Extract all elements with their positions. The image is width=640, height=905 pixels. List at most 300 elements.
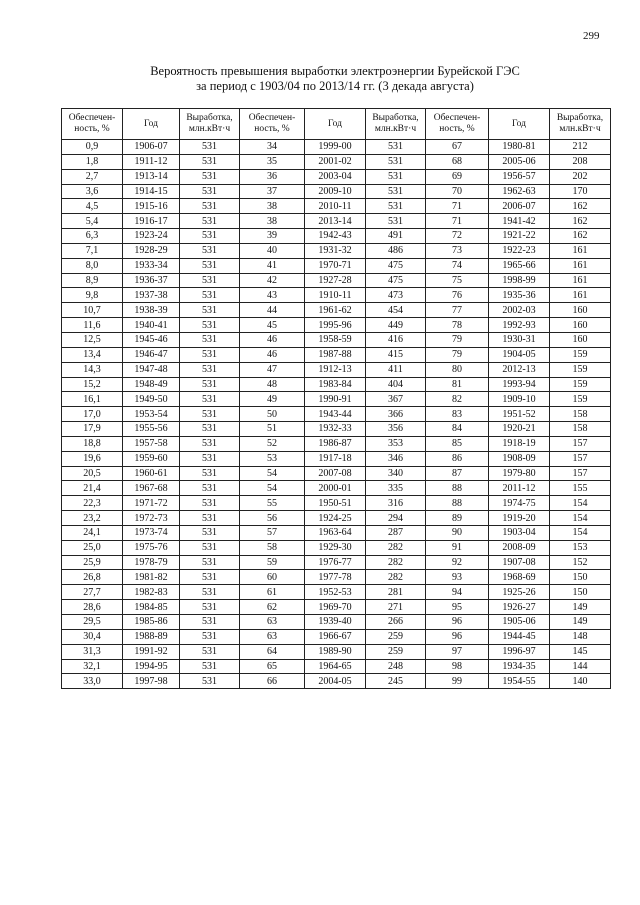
table-cell: 150 [550, 585, 611, 600]
column-header: Выработка, млн.кВт·ч [366, 109, 426, 140]
table-cell: 159 [550, 362, 611, 377]
table-row [62, 392, 611, 407]
table-row [62, 377, 611, 392]
table-cell: 1957-58 [123, 436, 180, 451]
table-cell: 1955-56 [123, 422, 180, 437]
table-cell: 159 [550, 377, 611, 392]
table-row [62, 347, 611, 362]
table-row [62, 644, 611, 659]
table-cell: 1984-85 [123, 600, 180, 615]
table-cell: 531 [180, 258, 240, 273]
table-cell: 531 [180, 436, 240, 451]
table-cell: 1903-04 [489, 525, 550, 540]
table-cell: 202 [550, 169, 611, 184]
table-row [62, 422, 611, 437]
table-cell: 162 [550, 199, 611, 214]
table-cell: 1932-33 [305, 422, 366, 437]
table-cell: 67 [426, 140, 489, 155]
table-cell: 415 [366, 347, 426, 362]
table-cell: 486 [366, 243, 426, 258]
table-cell: 282 [366, 555, 426, 570]
table-cell: 1946-47 [123, 347, 180, 362]
table-cell: 43 [240, 288, 305, 303]
table-row [62, 615, 611, 630]
table-cell: 1926-27 [489, 600, 550, 615]
table-cell: 248 [366, 659, 426, 674]
table-cell: 66 [240, 674, 305, 689]
table-cell: 45 [240, 318, 305, 333]
table-cell: 1990-91 [305, 392, 366, 407]
table-cell: 152 [550, 555, 611, 570]
column-header: Год [305, 109, 366, 140]
table-cell: 1923-24 [123, 229, 180, 244]
table-cell: 1940-41 [123, 318, 180, 333]
table-cell: 531 [180, 407, 240, 422]
table-cell: 1991-92 [123, 644, 180, 659]
table-cell: 148 [550, 629, 611, 644]
table-cell: 2005-06 [489, 154, 550, 169]
table-cell: 1963-64 [305, 525, 366, 540]
table-cell: 271 [366, 600, 426, 615]
table-cell: 1974-75 [489, 496, 550, 511]
table-cell: 54 [240, 466, 305, 481]
title-line-1: Вероятность превышения выработки электроэнергии Бурейской ГЭС [150, 64, 520, 78]
table-cell: 12,5 [62, 332, 123, 347]
table-row [62, 585, 611, 600]
table-cell: 63 [240, 629, 305, 644]
table-row [62, 629, 611, 644]
table-cell: 282 [366, 540, 426, 555]
table-cell: 144 [550, 659, 611, 674]
document-title [60, 64, 610, 94]
table-cell: 79 [426, 332, 489, 347]
table-cell: 27,7 [62, 585, 123, 600]
table-cell: 99 [426, 674, 489, 689]
table-cell: 6,3 [62, 229, 123, 244]
column-header: Обеспечен-ность, % [426, 109, 489, 140]
table-row [62, 525, 611, 540]
table-cell: 1929-30 [305, 540, 366, 555]
table-cell: 1993-94 [489, 377, 550, 392]
table-cell: 21,4 [62, 481, 123, 496]
table-cell: 1971-72 [123, 496, 180, 511]
table-cell: 1951-52 [489, 407, 550, 422]
table-row [62, 511, 611, 526]
table-cell: 1905-06 [489, 615, 550, 630]
table-cell: 531 [180, 184, 240, 199]
table-cell: 1908-09 [489, 451, 550, 466]
table-row [62, 496, 611, 511]
table-cell: 1909-10 [489, 392, 550, 407]
table-cell: 35 [240, 154, 305, 169]
table-cell: 287 [366, 525, 426, 540]
table-cell: 531 [180, 659, 240, 674]
title-line-2: за период с 1903/04 по 2013/14 гг. (3 декада августа) [196, 79, 474, 93]
table-cell: 531 [180, 555, 240, 570]
table-cell: 17,9 [62, 422, 123, 437]
table-cell: 96 [426, 615, 489, 630]
table-cell: 1907-08 [489, 555, 550, 570]
table-cell: 1938-39 [123, 303, 180, 318]
table-cell: 1936-37 [123, 273, 180, 288]
table-cell: 1982-83 [123, 585, 180, 600]
table-cell: 1954-55 [489, 674, 550, 689]
table-cell: 160 [550, 318, 611, 333]
table-cell: 78 [426, 318, 489, 333]
table-cell: 1986-87 [305, 436, 366, 451]
table-cell: 53 [240, 451, 305, 466]
table-cell: 158 [550, 422, 611, 437]
table-row [62, 362, 611, 377]
table-row [62, 273, 611, 288]
table-row [62, 407, 611, 422]
table-cell: 50 [240, 407, 305, 422]
table-cell: 140 [550, 674, 611, 689]
table-cell: 18,8 [62, 436, 123, 451]
table-cell: 1950-51 [305, 496, 366, 511]
table-cell: 94 [426, 585, 489, 600]
table-cell: 245 [366, 674, 426, 689]
table-cell: 5,4 [62, 214, 123, 229]
table-cell: 2007-08 [305, 466, 366, 481]
table-cell: 259 [366, 644, 426, 659]
table-cell: 531 [180, 140, 240, 155]
table-cell: 1983-84 [305, 377, 366, 392]
table-cell: 162 [550, 214, 611, 229]
table-cell: 161 [550, 273, 611, 288]
table-cell: 40 [240, 243, 305, 258]
table-row [62, 169, 611, 184]
table-cell: 2001-02 [305, 154, 366, 169]
table-cell: 19,6 [62, 451, 123, 466]
table-cell: 1920-21 [489, 422, 550, 437]
table-cell: 1942-43 [305, 229, 366, 244]
table-cell: 531 [180, 600, 240, 615]
table-row [62, 451, 611, 466]
table-cell: 531 [180, 511, 240, 526]
table-cell: 531 [180, 347, 240, 362]
table-body [62, 140, 611, 689]
table-cell: 1987-88 [305, 347, 366, 362]
table-cell: 1961-62 [305, 303, 366, 318]
table-cell: 531 [180, 422, 240, 437]
table-cell: 72 [426, 229, 489, 244]
table-cell: 1952-53 [305, 585, 366, 600]
table-row [62, 229, 611, 244]
table-cell: 159 [550, 347, 611, 362]
page-number: 299 [583, 30, 600, 42]
table-cell: 23,2 [62, 511, 123, 526]
table-cell: 531 [180, 214, 240, 229]
table-cell: 76 [426, 288, 489, 303]
table-cell: 47 [240, 362, 305, 377]
table-cell: 1910-11 [305, 288, 366, 303]
table-cell: 62 [240, 600, 305, 615]
table-cell: 161 [550, 258, 611, 273]
table-cell: 1975-76 [123, 540, 180, 555]
table-cell: 340 [366, 466, 426, 481]
table-cell: 22,3 [62, 496, 123, 511]
table-cell: 1904-05 [489, 347, 550, 362]
table-cell: 2006-07 [489, 199, 550, 214]
table-row [62, 466, 611, 481]
table-cell: 15,2 [62, 377, 123, 392]
table-cell: 1958-59 [305, 332, 366, 347]
table-row [62, 659, 611, 674]
table-cell: 416 [366, 332, 426, 347]
table-cell: 55 [240, 496, 305, 511]
table-cell: 356 [366, 422, 426, 437]
table-cell: 531 [180, 362, 240, 377]
table-cell: 3,6 [62, 184, 123, 199]
table-cell: 1911-12 [123, 154, 180, 169]
column-header: Обеспечен-ность, % [240, 109, 305, 140]
table-cell: 491 [366, 229, 426, 244]
table-cell: 1924-25 [305, 511, 366, 526]
table-cell: 1965-66 [489, 258, 550, 273]
table-cell: 7,1 [62, 243, 123, 258]
table-cell: 335 [366, 481, 426, 496]
table-cell: 1999-00 [305, 140, 366, 155]
table-cell: 0,9 [62, 140, 123, 155]
table-cell: 531 [180, 303, 240, 318]
table-cell: 60 [240, 570, 305, 585]
table-cell: 1922-23 [489, 243, 550, 258]
table-cell: 161 [550, 243, 611, 258]
table-row [62, 332, 611, 347]
table-cell: 1939-40 [305, 615, 366, 630]
table-cell: 531 [180, 288, 240, 303]
table-cell: 1,8 [62, 154, 123, 169]
table-cell: 1949-50 [123, 392, 180, 407]
table-cell: 1912-13 [305, 362, 366, 377]
table-cell: 2010-11 [305, 199, 366, 214]
table-cell: 531 [180, 451, 240, 466]
table-cell: 531 [180, 674, 240, 689]
table-cell: 42 [240, 273, 305, 288]
table-cell: 1956-57 [489, 169, 550, 184]
table-cell: 531 [366, 184, 426, 199]
table-cell: 531 [180, 229, 240, 244]
table-cell: 475 [366, 258, 426, 273]
table-cell: 531 [366, 154, 426, 169]
table-cell: 88 [426, 481, 489, 496]
table-cell: 531 [366, 199, 426, 214]
table-cell: 81 [426, 377, 489, 392]
table-cell: 49 [240, 392, 305, 407]
table-cell: 149 [550, 615, 611, 630]
table-cell: 10,7 [62, 303, 123, 318]
table-cell: 33,0 [62, 674, 123, 689]
table-cell: 84 [426, 422, 489, 437]
table-cell: 154 [550, 525, 611, 540]
table-row [62, 318, 611, 333]
table-cell: 1998-99 [489, 273, 550, 288]
table-row [62, 481, 611, 496]
column-header: Обеспечен-ность, % [62, 109, 123, 140]
table-cell: 1995-96 [305, 318, 366, 333]
table-cell: 16,1 [62, 392, 123, 407]
table-cell: 90 [426, 525, 489, 540]
table-cell: 157 [550, 466, 611, 481]
table-cell: 531 [180, 243, 240, 258]
table-cell: 404 [366, 377, 426, 392]
table-cell: 1979-80 [489, 466, 550, 481]
table-cell: 85 [426, 436, 489, 451]
table-row [62, 303, 611, 318]
table-cell: 145 [550, 644, 611, 659]
table-cell: 531 [180, 629, 240, 644]
table-cell: 8,9 [62, 273, 123, 288]
table-row [62, 140, 611, 155]
table-cell: 96 [426, 629, 489, 644]
table-cell: 531 [180, 644, 240, 659]
table-cell: 1967-68 [123, 481, 180, 496]
table-cell: 28,6 [62, 600, 123, 615]
table-cell: 65 [240, 659, 305, 674]
table-cell: 29,5 [62, 615, 123, 630]
table-cell: 14,3 [62, 362, 123, 377]
table-cell: 2008-09 [489, 540, 550, 555]
table-cell: 1981-82 [123, 570, 180, 585]
table-cell: 1937-38 [123, 288, 180, 303]
table-cell: 1972-73 [123, 511, 180, 526]
table-cell: 92 [426, 555, 489, 570]
table-cell: 155 [550, 481, 611, 496]
table-cell: 71 [426, 199, 489, 214]
table-row [62, 555, 611, 570]
table-row [62, 199, 611, 214]
table-cell: 1928-29 [123, 243, 180, 258]
table-cell: 1980-81 [489, 140, 550, 155]
table-cell: 37 [240, 184, 305, 199]
table-cell: 4,5 [62, 199, 123, 214]
table-row [62, 214, 611, 229]
table-cell: 74 [426, 258, 489, 273]
table-cell: 86 [426, 451, 489, 466]
table-cell: 1973-74 [123, 525, 180, 540]
table-cell: 531 [180, 332, 240, 347]
table-cell: 1935-36 [489, 288, 550, 303]
table-cell: 93 [426, 570, 489, 585]
table-cell: 531 [180, 496, 240, 511]
table-cell: 1960-61 [123, 466, 180, 481]
table-cell: 353 [366, 436, 426, 451]
table-cell: 294 [366, 511, 426, 526]
table-cell: 46 [240, 332, 305, 347]
table-cell: 98 [426, 659, 489, 674]
table-cell: 75 [426, 273, 489, 288]
table-cell: 83 [426, 407, 489, 422]
table-cell: 61 [240, 585, 305, 600]
table-cell: 25,9 [62, 555, 123, 570]
table-cell: 531 [366, 140, 426, 155]
table-cell: 63 [240, 615, 305, 630]
table-cell: 89 [426, 511, 489, 526]
table-cell: 1934-35 [489, 659, 550, 674]
table-cell: 2002-03 [489, 303, 550, 318]
table-cell: 1985-86 [123, 615, 180, 630]
table-cell: 48 [240, 377, 305, 392]
table-cell: 531 [180, 199, 240, 214]
table-cell: 68 [426, 154, 489, 169]
table-cell: 17,0 [62, 407, 123, 422]
table-cell: 531 [180, 377, 240, 392]
table-cell: 1915-16 [123, 199, 180, 214]
table-cell: 44 [240, 303, 305, 318]
column-header: Выработка, млн.кВт·ч [180, 109, 240, 140]
table-cell: 56 [240, 511, 305, 526]
table-cell: 41 [240, 258, 305, 273]
table-cell: 36 [240, 169, 305, 184]
table-cell: 1948-49 [123, 377, 180, 392]
table-cell: 51 [240, 422, 305, 437]
table-cell: 346 [366, 451, 426, 466]
table-cell: 1978-79 [123, 555, 180, 570]
table-cell: 32,1 [62, 659, 123, 674]
table-cell: 161 [550, 288, 611, 303]
table-cell: 1906-07 [123, 140, 180, 155]
table-row [62, 184, 611, 199]
table-row [62, 154, 611, 169]
column-header: Год [123, 109, 180, 140]
table-row [62, 600, 611, 615]
table-cell: 13,4 [62, 347, 123, 362]
table-cell: 531 [180, 273, 240, 288]
header-row [62, 109, 611, 140]
table-cell: 1976-77 [305, 555, 366, 570]
table-cell: 150 [550, 570, 611, 585]
table-cell: 8,0 [62, 258, 123, 273]
table-cell: 82 [426, 392, 489, 407]
table-cell: 1943-44 [305, 407, 366, 422]
table-cell: 2003-04 [305, 169, 366, 184]
table-cell: 531 [180, 466, 240, 481]
table-cell: 366 [366, 407, 426, 422]
table-cell: 2,7 [62, 169, 123, 184]
table-cell: 531 [180, 570, 240, 585]
table-cell: 1941-42 [489, 214, 550, 229]
table-cell: 1953-54 [123, 407, 180, 422]
table-cell: 2004-05 [305, 674, 366, 689]
table-cell: 1917-18 [305, 451, 366, 466]
table-cell: 160 [550, 303, 611, 318]
table-cell: 70 [426, 184, 489, 199]
table-cell: 1997-98 [123, 674, 180, 689]
table-cell: 212 [550, 140, 611, 155]
table-cell: 58 [240, 540, 305, 555]
table-cell: 91 [426, 540, 489, 555]
table-cell: 531 [180, 154, 240, 169]
table-row [62, 540, 611, 555]
table-cell: 71 [426, 214, 489, 229]
table-cell: 316 [366, 496, 426, 511]
table-cell: 154 [550, 496, 611, 511]
table-cell: 1977-78 [305, 570, 366, 585]
table-cell: 531 [180, 540, 240, 555]
table-cell: 20,5 [62, 466, 123, 481]
column-header: Выработка, млн.кВт·ч [550, 109, 611, 140]
table-cell: 531 [180, 169, 240, 184]
table-header [62, 109, 611, 140]
table-cell: 34 [240, 140, 305, 155]
table-cell: 1918-19 [489, 436, 550, 451]
table-cell: 266 [366, 615, 426, 630]
table-cell: 1916-17 [123, 214, 180, 229]
table-cell: 154 [550, 511, 611, 526]
table-cell: 2013-14 [305, 214, 366, 229]
table-cell: 531 [180, 525, 240, 540]
